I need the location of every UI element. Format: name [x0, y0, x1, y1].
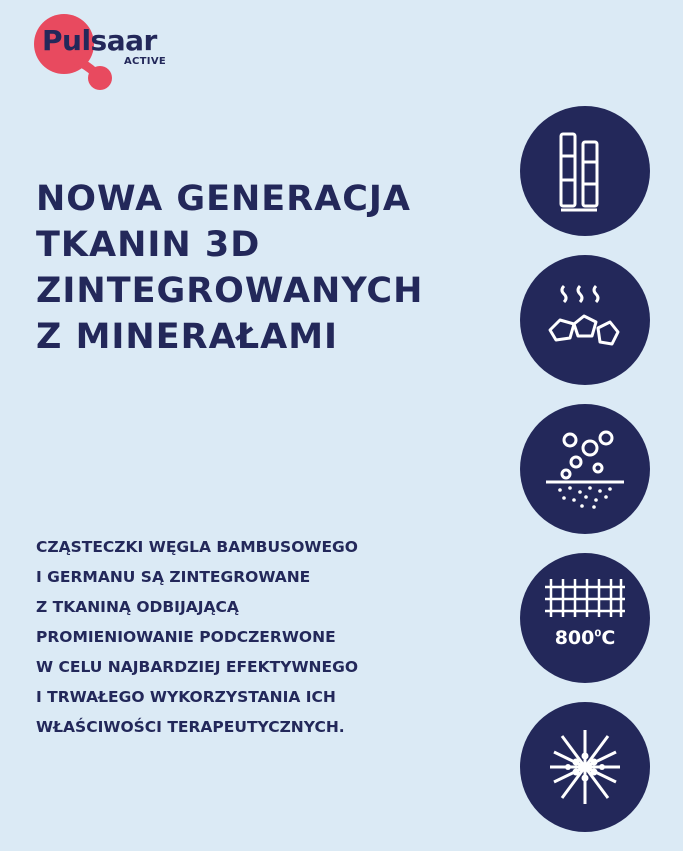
- headline-line: NOWA GENERACJA: [36, 179, 412, 219]
- description-line: W CELU NAJBARDZIEJ EFEKTYWNEGO: [36, 658, 358, 676]
- headline: [36, 176, 423, 360]
- temperature-label: $800^0C$: [554, 627, 616, 649]
- description-line: WŁAŚCIWOŚCI TERAPEUTYCZNYCH.: [36, 718, 345, 736]
- description-line: CZĄSTECZKI WĘGLA BAMBUSOWEGO: [36, 538, 358, 556]
- headline-line: TKANIN 3D: [36, 225, 261, 265]
- description-line: Z TKANINĄ ODBIJAJĄCĄ: [36, 598, 239, 616]
- bamboo-icon: [520, 106, 650, 236]
- brand-logo: [30, 10, 190, 95]
- heated-stones-icon: [520, 255, 650, 385]
- heat-grid-icon: [520, 553, 650, 683]
- description-line: PROMIENIOWANIE PODCZERWONE: [36, 628, 336, 646]
- headline-line: Z MINERAŁAMI: [36, 317, 339, 357]
- description: [36, 532, 358, 742]
- description-line: I TRWAŁEGO WYKORZYSTANIA ICH: [36, 688, 336, 706]
- brand-sub: ACTIVE: [124, 56, 166, 67]
- brand-name: Pulsaar: [42, 24, 157, 57]
- description-line: I GERMANU SĄ ZINTEGROWANE: [36, 568, 311, 586]
- mineral-star-icon: [520, 702, 650, 832]
- feature-icons: [520, 106, 652, 851]
- headline-line: ZINTEGROWANYCH: [36, 271, 424, 311]
- particles-fabric-icon: [520, 404, 650, 534]
